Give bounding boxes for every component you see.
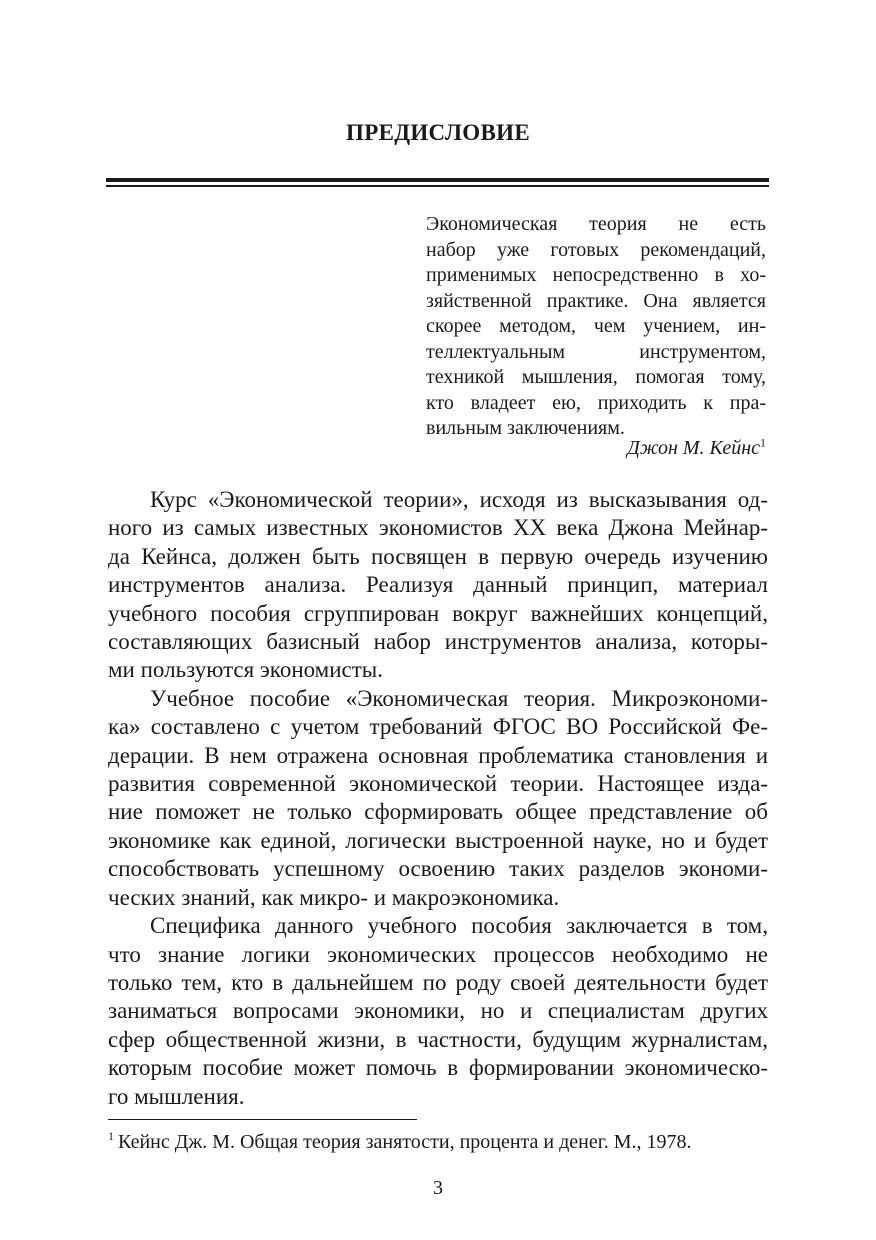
text-line: ние поможет не только сформировать общее представление об — [108, 799, 768, 825]
text-line: ка» составлено с учетом требований ФГОС ВО Российской Фе- — [108, 714, 768, 740]
footnote-marker: 1 — [108, 1129, 114, 1144]
text-line: экономике как единой, логически выстроенной науке, но и будет — [108, 827, 768, 853]
epigraph-line: техникой мышления, помогая тому, — [426, 366, 766, 388]
footnote-marker: 1 — [760, 435, 766, 450]
footnote — [108, 1131, 768, 1154]
text-line: только тем, кто в дальнейшем по роду своей деятельности будет — [108, 969, 768, 995]
text-line: ми пользуются экономисты. — [108, 657, 384, 683]
text-line: го мышления. — [108, 1083, 245, 1109]
text-line: ческих знаний, как микро- и макроэкономика. — [108, 884, 560, 910]
paragraph — [108, 685, 768, 912]
text-line: Курс «Экономической теории», исходя из высказывания од- — [150, 487, 768, 512]
epigraph-line: кто владеет ею, приходить к пра- — [426, 391, 766, 414]
epigraph-line: применимых непосредственно в хо- — [426, 264, 766, 286]
epigraph-line: вильным заключениям. — [426, 417, 625, 439]
text-line: составляющих базисный набор инструментов анализа, которы- — [108, 629, 768, 655]
epigraph-line: Экономическая теория не есть — [426, 213, 766, 235]
text-line: заниматься вопросами экономики, но и специалистам других — [108, 998, 768, 1024]
body-text — [108, 486, 768, 1111]
epigraph-line: набор уже готовых рекомендаций, — [426, 238, 766, 261]
paragraph — [108, 912, 768, 1111]
text-line: развития современной экономической теории. Настоящее изда- — [108, 771, 768, 797]
footnote-text: Кейнс Дж. М. Общая теория занятости, процента и денег. М., 1978. — [118, 1131, 692, 1153]
footnote-rule — [108, 1119, 417, 1120]
page-title: ПРЕДИСЛОВИЕ — [346, 120, 530, 145]
epigraph-line: скорее методом, чем учением, ин- — [426, 315, 766, 337]
text-line: которым пособие может помочь в формировании экономическо- — [108, 1055, 768, 1081]
title-rule-thick — [106, 178, 769, 182]
text-line: ного из самых известных экономистов XX века Джона Мейнар- — [108, 515, 768, 541]
epigraph-author-name: Джон М. Кейнс — [627, 437, 760, 459]
title-rule-thin — [106, 185, 769, 187]
epigraph-line: зяйственной практике. Она является — [426, 289, 766, 312]
text-line: Учебное пособие «Экономическая теория. Микроэкономи- — [150, 685, 768, 711]
text-line: да Кейнса, должен быть посвящен в первую очередь изучению — [108, 543, 768, 569]
paragraph — [108, 486, 768, 685]
text-line: учебного пособия сгруппирован вокруг важнейших концепций, — [108, 600, 768, 626]
text-line: что знание логики экономических процессов необходимо не — [108, 941, 768, 967]
epigraph — [426, 212, 766, 442]
text-line: Специфика данного учебного пособия заключается в том, — [150, 913, 768, 939]
text-line: дерации. В нем отражена основная проблематика становления и — [108, 742, 768, 768]
epigraph-author — [426, 437, 766, 460]
text-line: инструментов анализа. Реализуя данный принцип, материал — [108, 572, 768, 598]
epigraph-line: теллектуальным инструментом, — [426, 340, 766, 363]
text-line: сфер общественной жизни, в частности, будущим журналистам, — [108, 1026, 768, 1052]
page-number: 3 — [433, 1177, 443, 1199]
text-line: способствовать успешному освоению таких разделов экономи- — [108, 856, 768, 882]
